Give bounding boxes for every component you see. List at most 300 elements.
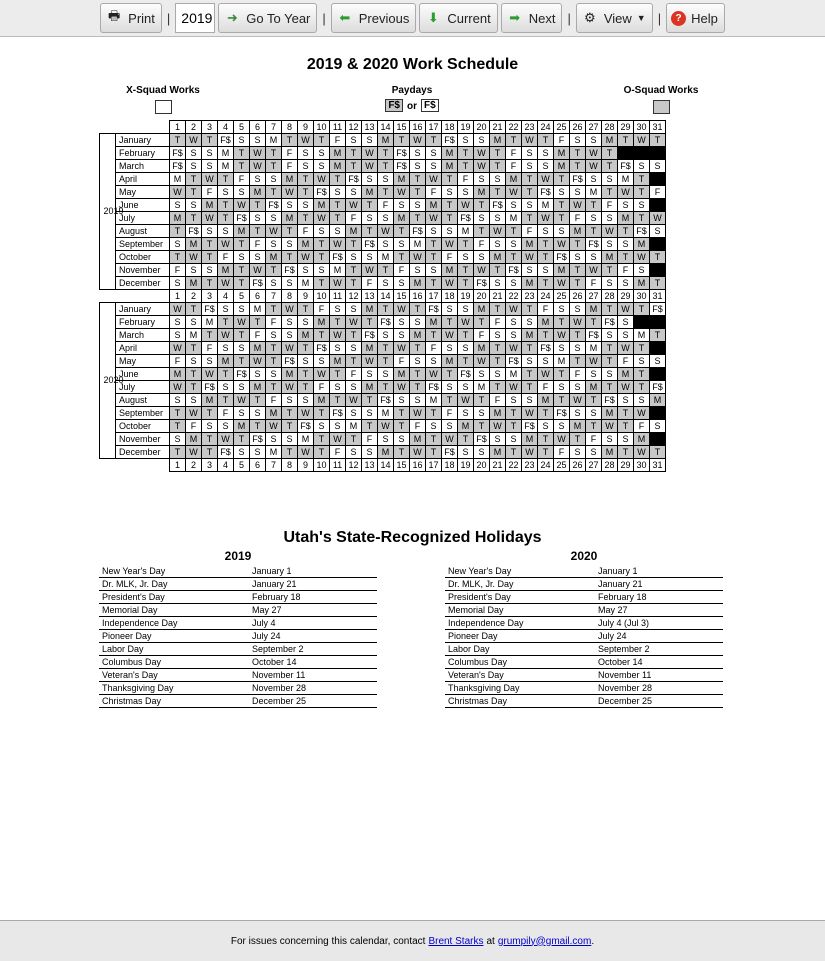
- x-squad-day: F: [330, 134, 346, 147]
- payday: F$: [570, 173, 586, 186]
- x-squad-day: S: [506, 238, 522, 251]
- day-number: 31: [650, 459, 666, 472]
- day-number: 24: [538, 121, 554, 134]
- payday: F$: [250, 277, 266, 290]
- x-squad-day: S: [490, 329, 506, 342]
- o-squad-day: W: [522, 251, 538, 264]
- day-number: 20: [474, 459, 490, 472]
- x-squad-day: S: [362, 134, 378, 147]
- o-squad-day: M: [522, 238, 538, 251]
- o-squad-day: T: [346, 238, 362, 251]
- month-row: [100, 407, 666, 420]
- o-squad-day: W: [298, 134, 314, 147]
- o-squad-day: W: [618, 186, 634, 199]
- o-squad-day: M: [282, 368, 298, 381]
- x-squad-day: S: [474, 368, 490, 381]
- x-squad-day: S: [218, 186, 234, 199]
- o-squad-day: W: [314, 368, 330, 381]
- o-squad-day: T: [506, 407, 522, 420]
- day-number: 20: [474, 121, 490, 134]
- x-squad-day: S: [618, 238, 634, 251]
- day-number: 2: [186, 121, 202, 134]
- x-squad-day: S: [618, 329, 634, 342]
- day-number: 18: [442, 459, 458, 472]
- unavailable-day: [650, 199, 666, 212]
- o-squad-day: T: [618, 407, 634, 420]
- o-squad-day: T: [570, 433, 586, 446]
- o-squad-day: M: [282, 173, 298, 186]
- separator: |: [567, 10, 571, 26]
- x-squad-day: F: [314, 381, 330, 394]
- holiday-name: Christmas Day: [448, 696, 508, 706]
- payday: F$: [554, 251, 570, 264]
- x-squad-day: F: [618, 264, 634, 277]
- payday: F$: [282, 355, 298, 368]
- x-squad-day: F: [570, 368, 586, 381]
- x-squad-day: F: [170, 264, 186, 277]
- day-number: 18: [442, 121, 458, 134]
- payday: F$: [218, 134, 234, 147]
- x-squad-day: S: [266, 433, 282, 446]
- o-squad-day: T: [234, 160, 250, 173]
- o-squad-day: T: [458, 277, 474, 290]
- o-squad-day: M: [394, 173, 410, 186]
- o-squad-day: W: [602, 420, 618, 433]
- arrow-left-icon: ⬅: [339, 10, 351, 25]
- holiday-date: November 28: [252, 683, 307, 693]
- o-squad-day: W: [474, 264, 490, 277]
- o-squad-day: M: [618, 212, 634, 225]
- x-squad-day: S: [314, 147, 330, 160]
- x-squad-day: S: [234, 407, 250, 420]
- holiday-date: December 25: [598, 696, 653, 706]
- x-squad-day: S: [650, 420, 666, 433]
- payday: F$: [506, 264, 522, 277]
- holiday-row: [445, 591, 723, 604]
- o-squad-day: W: [490, 225, 506, 238]
- day-number: 22: [506, 290, 522, 303]
- x-squad-day: S: [474, 251, 490, 264]
- go-to-year-button[interactable]: ➜ Go To Year: [218, 3, 317, 33]
- x-squad-day: M: [202, 316, 218, 329]
- month-row: [100, 433, 666, 446]
- holiday-name: Labor Day: [448, 644, 490, 654]
- holiday-row: [445, 617, 723, 630]
- day-number: 17: [426, 290, 442, 303]
- x-squad-day: M: [330, 264, 346, 277]
- x-squad-day: M: [554, 355, 570, 368]
- x-squad-day: F: [282, 147, 298, 160]
- o-squad-day: T: [602, 342, 618, 355]
- o-squad-day: T: [506, 251, 522, 264]
- holiday-name: Independence Day: [102, 618, 178, 628]
- o-squad-day: W: [314, 173, 330, 186]
- payday: F$: [378, 394, 394, 407]
- x-squad-day: S: [490, 277, 506, 290]
- o-squad-day: W: [634, 134, 650, 147]
- o-squad-day: T: [586, 199, 602, 212]
- o-squad-day: T: [282, 225, 298, 238]
- day-number: 2: [186, 459, 202, 472]
- x-squad-day: S: [298, 147, 314, 160]
- o-squad-day: W: [618, 381, 634, 394]
- x-squad-day: F: [634, 420, 650, 433]
- month-name: February: [116, 147, 170, 160]
- unavailable-day: [650, 433, 666, 446]
- o-squad-day: M: [570, 225, 586, 238]
- o-squad-day: T: [442, 173, 458, 186]
- holiday-date: January 1: [252, 566, 292, 576]
- day-number: 24: [538, 290, 554, 303]
- o-squad-day: W: [554, 277, 570, 290]
- holiday-row: [99, 682, 377, 695]
- x-squad-day: M: [506, 212, 522, 225]
- x-squad-day: S: [218, 225, 234, 238]
- x-squad-day: S: [570, 134, 586, 147]
- o-squad-day: W: [298, 446, 314, 459]
- o-squad-day: W: [170, 342, 186, 355]
- x-squad-day: S: [234, 186, 250, 199]
- o-squad-day: T: [602, 186, 618, 199]
- day-number: 24: [538, 459, 554, 472]
- x-squad-day: S: [330, 420, 346, 433]
- month-name: October: [116, 251, 170, 264]
- x-squad-day: M: [346, 420, 362, 433]
- o-squad-day: M: [298, 329, 314, 342]
- o-squad-day: T: [538, 251, 554, 264]
- o-squad-day: T: [506, 225, 522, 238]
- x-squad-day: S: [202, 147, 218, 160]
- o-squad-day: T: [410, 173, 426, 186]
- x-squad-day: F: [346, 368, 362, 381]
- x-squad-day: S: [538, 420, 554, 433]
- x-squad-day: F: [490, 316, 506, 329]
- x-squad-day: F: [570, 212, 586, 225]
- payday-o-swatch: F$: [385, 99, 403, 112]
- o-squad-day: M: [602, 251, 618, 264]
- o-squad-day: W: [602, 225, 618, 238]
- x-squad-day: S: [410, 199, 426, 212]
- o-squad-day: M: [538, 394, 554, 407]
- current-button[interactable]: ⬇ Current: [419, 3, 497, 33]
- day-number: 9: [298, 290, 314, 303]
- o-squad-day: T: [282, 420, 298, 433]
- o-squad-day: W: [506, 303, 522, 316]
- day-number: 19: [458, 459, 474, 472]
- o-squad-day: T: [266, 303, 282, 316]
- payday: F$: [458, 212, 474, 225]
- holiday-date: September 2: [252, 644, 304, 654]
- arrow-right-icon: ➜: [226, 10, 238, 25]
- o-squad-day: T: [266, 264, 282, 277]
- holiday-name: President's Day: [448, 592, 511, 602]
- x-squad-day: S: [570, 446, 586, 459]
- o-squad-day: T: [250, 225, 266, 238]
- x-squad-day: F: [410, 420, 426, 433]
- o-squad-day: W: [554, 329, 570, 342]
- o-squad-day: W: [362, 160, 378, 173]
- payday-x-swatch: F$: [421, 99, 439, 112]
- payday: F$: [362, 238, 378, 251]
- o-squad-day: W: [346, 316, 362, 329]
- o-squad-day: M: [394, 368, 410, 381]
- x-squad-day: S: [170, 394, 186, 407]
- o-squad-day: M: [442, 264, 458, 277]
- holiday-name: Veteran's Day: [102, 670, 158, 680]
- x-squad-day: S: [458, 251, 474, 264]
- o-squad-day: W: [410, 134, 426, 147]
- x-squad-day: F: [234, 173, 250, 186]
- day-number: 5: [234, 121, 250, 134]
- contact-email-link[interactable]: grumpily@gmail.com: [497, 935, 592, 947]
- o-squad-day: W: [362, 264, 378, 277]
- x-squad-day: F: [218, 407, 234, 420]
- day-number: 3: [202, 121, 218, 134]
- o-squad-day: W: [570, 394, 586, 407]
- print-button[interactable]: 🖶 Print: [100, 3, 162, 33]
- o-squad-day: T: [490, 355, 506, 368]
- x-squad-day: S: [490, 173, 506, 186]
- x-squad-day: S: [474, 446, 490, 459]
- holiday-row: [99, 617, 377, 630]
- o-squad-day: W: [202, 173, 218, 186]
- x-squad-day: S: [474, 134, 490, 147]
- x-squad-day: S: [506, 316, 522, 329]
- o-squad-day: T: [538, 329, 554, 342]
- o-squad-day: T: [474, 316, 490, 329]
- o-squad-day: T: [490, 303, 506, 316]
- o-squad-day: W: [234, 316, 250, 329]
- o-squad-day: W: [346, 394, 362, 407]
- x-squad-day: S: [458, 303, 474, 316]
- x-squad-day: S: [314, 225, 330, 238]
- month-row: [100, 173, 666, 186]
- x-squad-day: M: [298, 433, 314, 446]
- month-row: [100, 186, 666, 199]
- x-squad-day: S: [474, 212, 490, 225]
- x-squad-day: S: [410, 147, 426, 160]
- holiday-row: [445, 695, 723, 708]
- o-squad-day: M: [186, 238, 202, 251]
- o-squad-day: W: [538, 212, 554, 225]
- o-squad-day: W: [506, 381, 522, 394]
- x-squad-day: S: [298, 264, 314, 277]
- x-squad-day: S: [330, 225, 346, 238]
- x-squad-day: S: [362, 368, 378, 381]
- day-number: 25: [554, 290, 570, 303]
- month-name: November: [116, 264, 170, 277]
- x-squad-day: S: [602, 212, 618, 225]
- o-squad-day: T: [634, 212, 650, 225]
- o-squad-day: M: [634, 277, 650, 290]
- x-squad-day: F: [554, 446, 570, 459]
- x-squad-day: F: [426, 342, 442, 355]
- view-dropdown[interactable]: ⚙ View ▼: [576, 3, 653, 33]
- x-squad-day: F: [218, 251, 234, 264]
- x-squad-day: M: [250, 303, 266, 316]
- o-squad-day: T: [186, 303, 202, 316]
- x-squad-day: S: [554, 225, 570, 238]
- o-squad-day: W: [282, 381, 298, 394]
- o-squad-day: T: [314, 433, 330, 446]
- month-name: May: [116, 355, 170, 368]
- o-squad-day: W: [618, 342, 634, 355]
- o-squad-day: T: [650, 251, 666, 264]
- day-number: 1: [170, 459, 186, 472]
- month-name: January: [116, 303, 170, 316]
- day-number: 5: [234, 290, 250, 303]
- x-squad-day: F: [250, 238, 266, 251]
- o-squad-day: T: [234, 238, 250, 251]
- day-number: 6: [250, 459, 266, 472]
- help-icon: ?: [671, 11, 686, 26]
- separator: |: [657, 10, 662, 26]
- o-squad-day: T: [634, 342, 650, 355]
- x-squad-day: M: [378, 407, 394, 420]
- x-squad-day: S: [282, 394, 298, 407]
- o-squad-day: M: [330, 355, 346, 368]
- o-squad-day: T: [634, 303, 650, 316]
- next-button[interactable]: ➡ Next: [501, 3, 563, 33]
- payday: F$: [234, 212, 250, 225]
- o-squad-day: W: [490, 420, 506, 433]
- o-squad-day: W: [282, 342, 298, 355]
- o-squad-day: T: [554, 199, 570, 212]
- o-squad-day: M: [554, 147, 570, 160]
- x-squad-day: F: [394, 355, 410, 368]
- x-squad-day: S: [218, 303, 234, 316]
- o-squad-day: T: [522, 212, 538, 225]
- x-squad-day: S: [602, 277, 618, 290]
- x-squad-day: S: [282, 199, 298, 212]
- month-row: [100, 134, 666, 147]
- x-squad-day: S: [634, 355, 650, 368]
- day-number: 15: [394, 290, 410, 303]
- o-squad-day: M: [394, 212, 410, 225]
- x-squad-day: S: [394, 394, 410, 407]
- contact-name-link[interactable]: Brent Starks: [428, 935, 484, 947]
- payday: F$: [378, 316, 394, 329]
- x-squad-day: M: [218, 147, 234, 160]
- legend-o-squad: [615, 85, 707, 114]
- month-name: March: [116, 329, 170, 342]
- year-input[interactable]: 2019: [175, 3, 215, 33]
- o-squad-day: T: [522, 368, 538, 381]
- footer: For issues concerning this calendar, contact Brent Starks at grumpily@gmail.com .: [0, 920, 825, 961]
- o-squad-day: T: [314, 134, 330, 147]
- o-squad-day: T: [602, 303, 618, 316]
- o-squad-day: M: [314, 316, 330, 329]
- o-squad-day: T: [186, 186, 202, 199]
- x-squad-day: F: [330, 446, 346, 459]
- x-squad-day: S: [250, 368, 266, 381]
- month-name: November: [116, 433, 170, 446]
- o-squad-day: T: [346, 160, 362, 173]
- o-squad-day: T: [298, 368, 314, 381]
- o-squad-day: T: [234, 433, 250, 446]
- o-squad-day: T: [618, 446, 634, 459]
- day-number: 16: [410, 459, 426, 472]
- month-name: September: [116, 407, 170, 420]
- x-squad-day: S: [250, 173, 266, 186]
- o-squad-day: T: [202, 329, 218, 342]
- x-squad-day: S: [234, 446, 250, 459]
- day-number: 3: [202, 459, 218, 472]
- x-squad-day: S: [186, 355, 202, 368]
- day-number: 21: [490, 121, 506, 134]
- holiday-row: [445, 565, 723, 578]
- o-squad-day: W: [570, 199, 586, 212]
- x-squad-day: F: [554, 134, 570, 147]
- toolbar: [0, 0, 825, 37]
- x-squad-day: S: [330, 186, 346, 199]
- holiday-name: Pioneer Day: [448, 631, 498, 641]
- o-squad-day: T: [394, 251, 410, 264]
- x-squad-day: S: [506, 394, 522, 407]
- payday: F$: [346, 173, 362, 186]
- o-squad-day: T: [426, 329, 442, 342]
- o-squad-day: M: [602, 134, 618, 147]
- x-squad-day: S: [522, 199, 538, 212]
- holiday-row: [99, 604, 377, 617]
- holiday-row: [99, 643, 377, 656]
- day-number: 22: [506, 459, 522, 472]
- x-squad-day: S: [298, 316, 314, 329]
- holiday-date: November 28: [598, 683, 653, 693]
- o-squad-day: T: [570, 238, 586, 251]
- holidays-2020: [445, 549, 723, 708]
- o-squad-day: T: [474, 225, 490, 238]
- x-squad-day: S: [554, 342, 570, 355]
- month-row: [100, 277, 666, 290]
- o-squad-day: T: [618, 134, 634, 147]
- x-squad-day: S: [186, 316, 202, 329]
- help-button[interactable]: ? Help: [666, 3, 725, 33]
- o-squad-day: T: [634, 368, 650, 381]
- x-squad-day: S: [170, 433, 186, 446]
- x-squad-day: S: [410, 160, 426, 173]
- holiday-row: [445, 669, 723, 682]
- o-squad-day: W: [234, 199, 250, 212]
- x-squad-day: S: [186, 160, 202, 173]
- x-squad-day: S: [458, 381, 474, 394]
- o-squad-day: T: [586, 394, 602, 407]
- o-squad-day: W: [426, 173, 442, 186]
- day-number: 25: [554, 459, 570, 472]
- o-squad-day: M: [442, 160, 458, 173]
- previous-button[interactable]: ⬅ Previous: [331, 3, 417, 33]
- day-number: 15: [394, 459, 410, 472]
- o-squad-day: T: [202, 251, 218, 264]
- o-squad-day: M: [522, 433, 538, 446]
- holiday-date: May 27: [252, 605, 282, 615]
- x-squad-day: S: [314, 420, 330, 433]
- o-squad-day: M: [186, 433, 202, 446]
- o-squad-day: T: [490, 264, 506, 277]
- o-squad-day: M: [426, 199, 442, 212]
- o-squad-day: T: [538, 433, 554, 446]
- o-squad-day: T: [218, 394, 234, 407]
- payday: F$: [586, 238, 602, 251]
- holiday-date: September 2: [598, 644, 650, 654]
- month-name: March: [116, 160, 170, 173]
- holiday-name: Thanksgiving Day: [102, 683, 174, 693]
- year-label-text: 2020: [103, 375, 124, 385]
- o-squad-day: M: [554, 264, 570, 277]
- holiday-row: [445, 643, 723, 656]
- o-squad-day: M: [554, 160, 570, 173]
- o-squad-day: T: [362, 420, 378, 433]
